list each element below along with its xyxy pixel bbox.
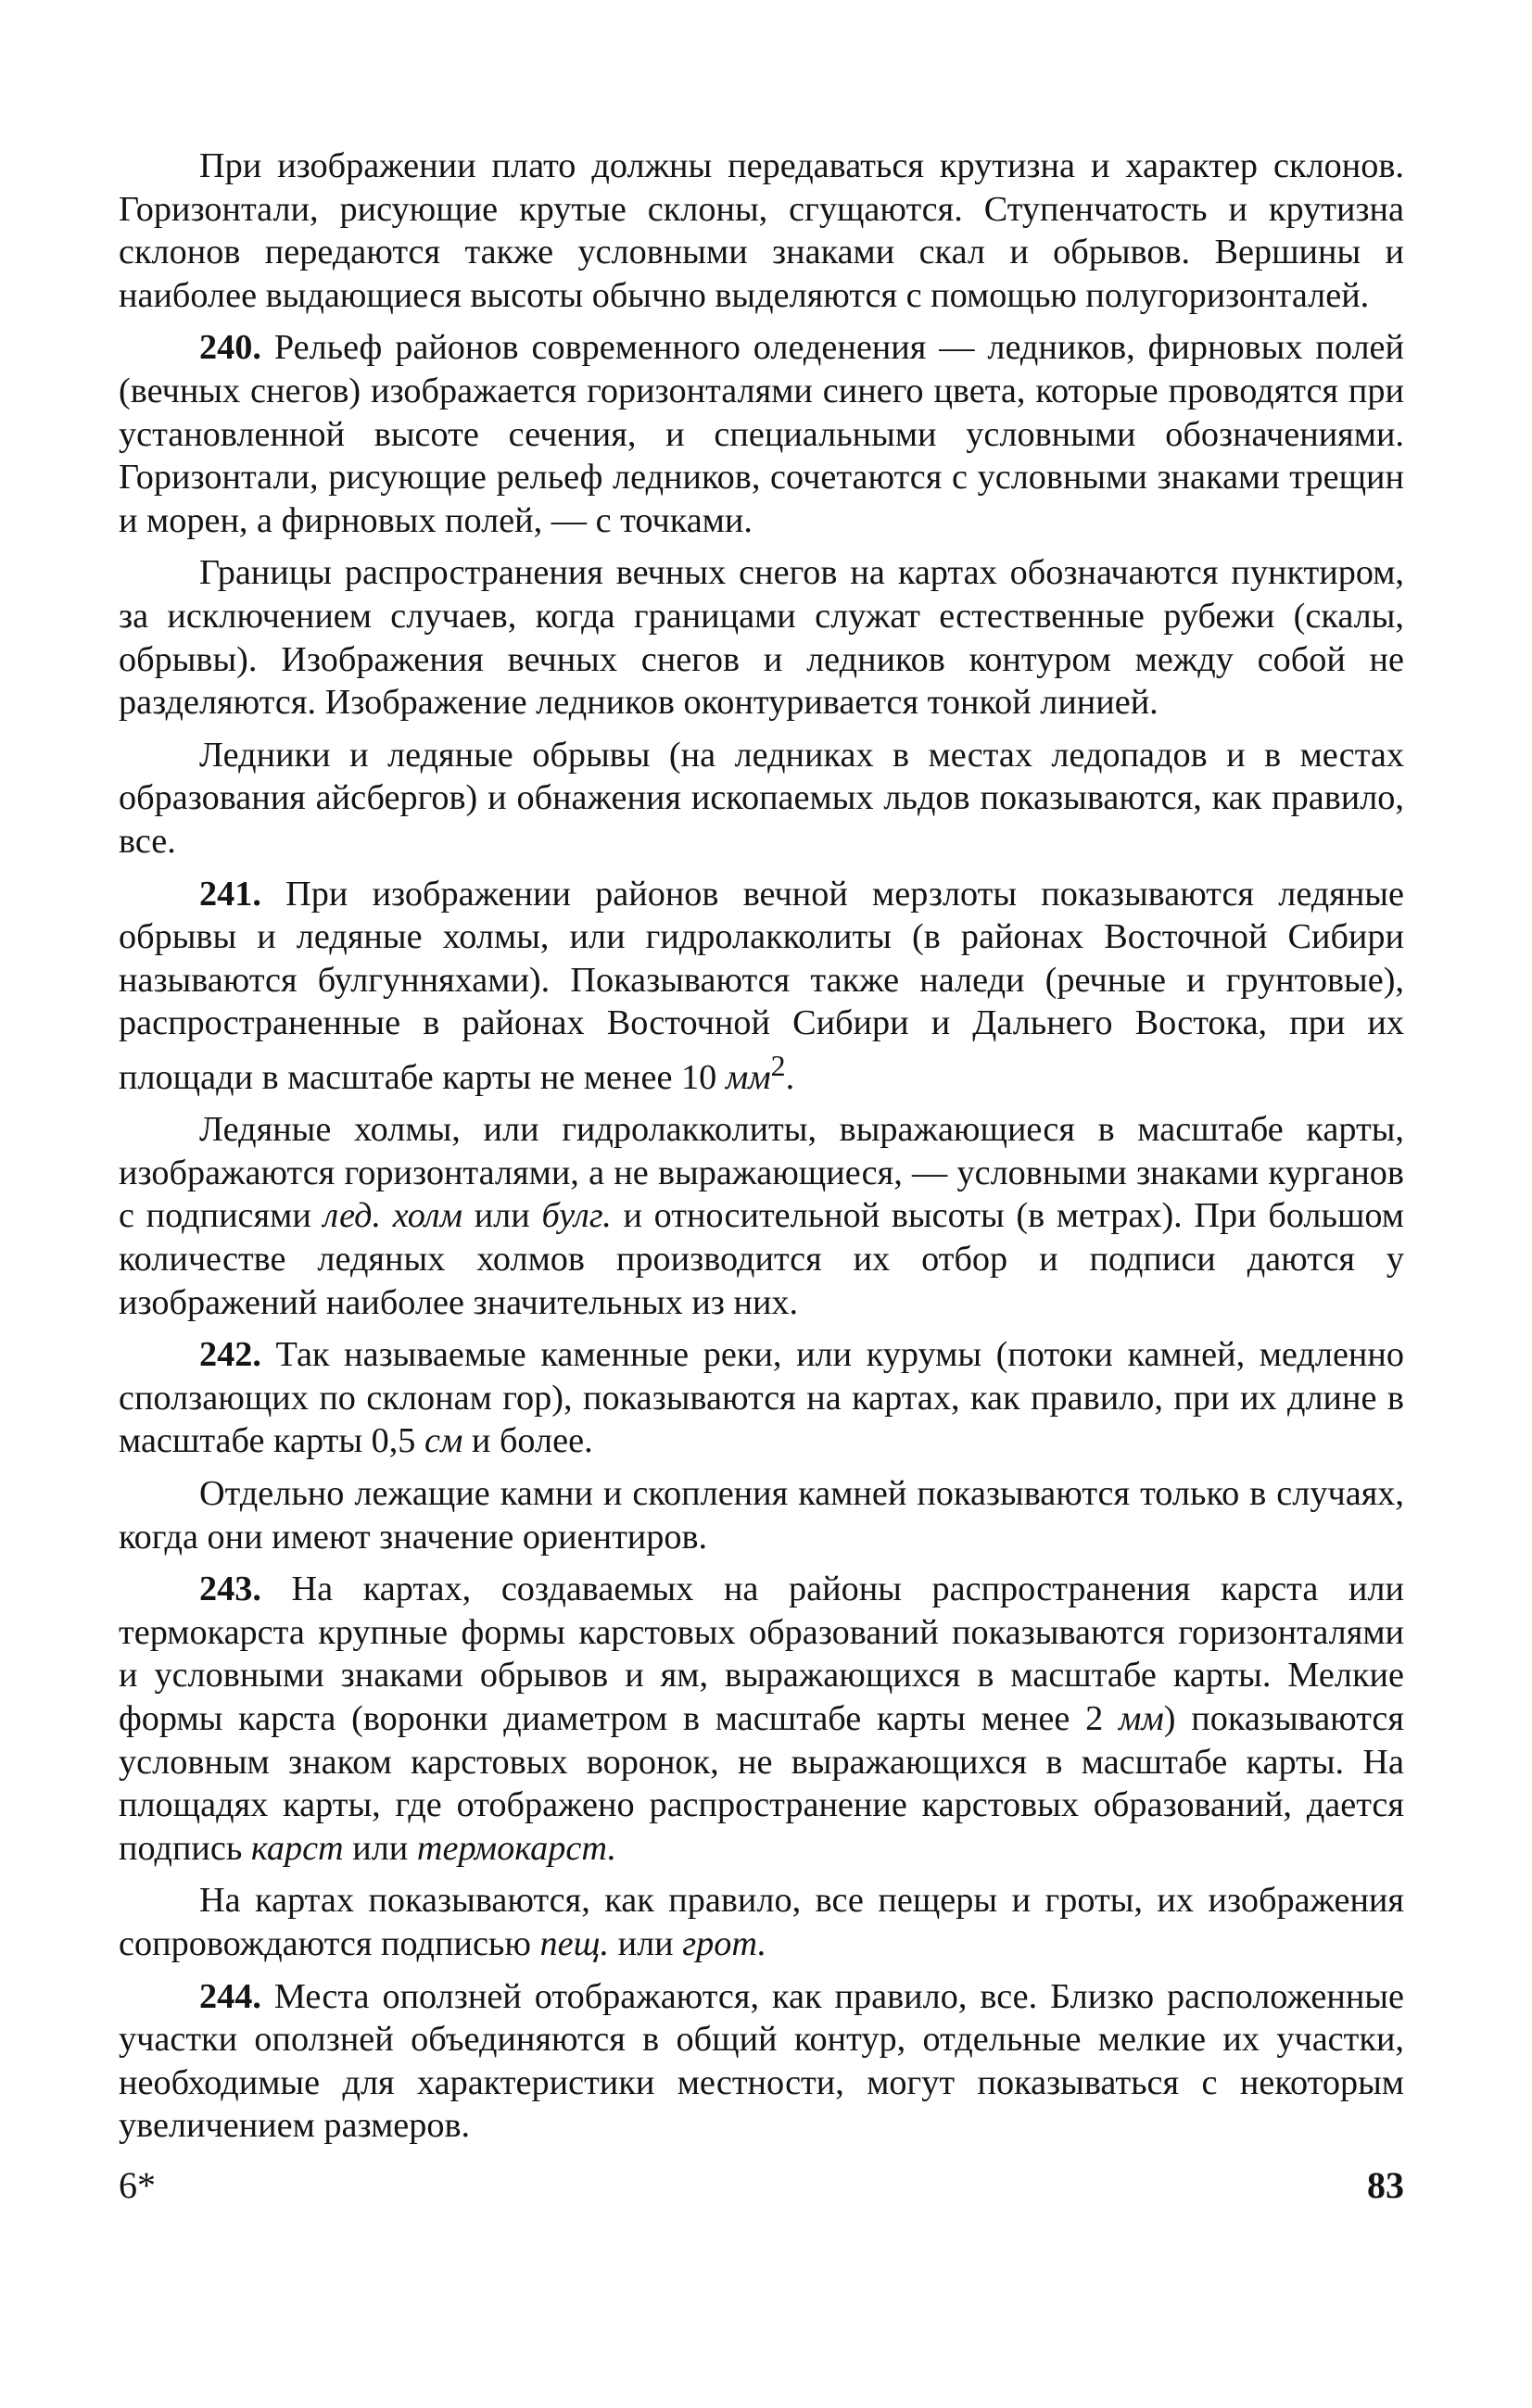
section-number: 243. — [199, 1570, 261, 1609]
italic-term: булг. — [541, 1196, 612, 1236]
text-run: Так называемые каменные реки, или курумы (потоки камней, медленно сползающих по склонам гор), показываются на картах, как правило, при их длине в масштабе карты 0,5 — [119, 1335, 1404, 1461]
text-run: При изображении плато должны передаваться крутизна и характер склонов. Горизонтали, рисующие крутые склоны, сгущаются. Ступенчатость и крутизна склонов передаются также условными знаками скал и обрывов. Вершины и наиболее выдающиеся высоты обычно выделяются с помощью полугоризонталей. — [119, 146, 1404, 315]
text-run: или — [462, 1196, 542, 1236]
page-footer — [119, 2162, 1404, 2210]
text-run: или — [609, 1923, 683, 1963]
section-number: 244. — [199, 1976, 261, 2016]
text-run: Отдельно лежащие камни и скопления камней показываются только в случаях, когда они имеют значение ориентиров. — [119, 1473, 1404, 1557]
text-run: и более. — [462, 1421, 593, 1461]
paragraph — [119, 1568, 1404, 1870]
text-run: . — [785, 1057, 795, 1097]
italic-term: лед. холм — [323, 1196, 463, 1236]
paragraph — [119, 1975, 1404, 2148]
text-run: и относительной высоты (в метрах). При большом количестве ледяных холмов производится их отбор и подписи даются у изображений наиболее значительных из них. — [119, 1196, 1404, 1322]
paragraph — [119, 1333, 1404, 1463]
italic-term: грот. — [682, 1923, 767, 1963]
italic-term: карст — [250, 1828, 344, 1868]
paragraph — [119, 1472, 1404, 1558]
text-run: Ледяные холмы, или гидролакколиты, выражающиеся в масштабе карты, изображаются горизонталями, а не выражающиеся, — условными знаками курганов с подписями — [119, 1110, 1404, 1236]
italic-term: мм — [1118, 1698, 1164, 1738]
page-number: 83 — [1367, 2164, 1404, 2206]
page-text — [119, 145, 1404, 2148]
italic-term: см — [424, 1421, 463, 1461]
text-run: Границы распространения вечных снегов на картах обозначаются пунктиром, за исключением случаев, когда границами служат естественные рубежи (скалы, обрывы). Изображения вечных снегов и ледников контуром между собой не разделяются. Изображение ледников оконтуривается тонкой линией. — [119, 553, 1404, 723]
text-run: При изображении районов вечной мерзлоты показываются ледяные обрывы и ледяные холмы, или гидролакколиты (в районах Восточной Сибири называются булгунняхами). Показываются также наледи (речные и грунтовые), распространенные в районах Восточной Сибири и Дальнего Востока, при их площади в масштабе карты не менее 10 — [119, 874, 1404, 1097]
italic-term: пещ. — [539, 1923, 610, 1963]
paragraph — [119, 326, 1404, 542]
text-run: Рельеф районов современного оледенения — ледников, фирновых полей (вечных снегов) изображается горизонталями синего цвета, которые проводятся при установленной высоте сечения, и специальными условными обозначениями. Горизонтали, рисующие рельеф ледников, сочетаются с условными знаками трещин и морен, а фирновых полей, — с точками. — [119, 328, 1404, 540]
paragraph — [119, 1108, 1404, 1324]
text-run: Ледники и ледяные обрывы (на ледниках в местах ледопадов и в местах образования айсбергов) и обнажения ископаемых льдов показываются, как правило, все. — [119, 735, 1404, 861]
italic-term: термокарст. — [416, 1828, 617, 1868]
text-run: ) показываются условным знаком карстовых воронок, не выражающихся в масштабе карты. На площадях карты, где отображено распространение карстовых образований, дается подпись — [119, 1698, 1405, 1868]
paragraph — [119, 145, 1404, 317]
text-run: Места оползней отображаются, как правило, все. Близко расположенные участки оползней объединяются в общий контур, отдельные мелкие их участки, необходимые для характеристики местности, могут показываться с некоторым увеличением размеров. — [119, 1976, 1404, 2146]
section-number: 241. — [199, 874, 261, 914]
text-run: На картах, создаваемых на районы распространения карста или термокарста крупные формы карстовых образований показываются горизонталями и условными знаками обрывов и ям, выражающихся в масштабе карты. Мелкие формы карста (воронки диаметром в масштабе карты менее 2 — [119, 1570, 1404, 1738]
superscript: 2 — [770, 1049, 786, 1082]
text-run: На картах показываются, как правило, все пещеры и гроты, их изображения сопровождаются подписью — [119, 1881, 1404, 1963]
section-number: 242. — [199, 1335, 261, 1375]
section-number: 240. — [199, 328, 261, 368]
paragraph — [119, 873, 1404, 1100]
text-run: или — [343, 1828, 417, 1868]
italic-term: мм — [725, 1057, 771, 1097]
paragraph — [119, 551, 1404, 724]
paragraph — [119, 734, 1404, 864]
signature-mark: 6* — [119, 2164, 156, 2206]
paragraph — [119, 1879, 1404, 1965]
